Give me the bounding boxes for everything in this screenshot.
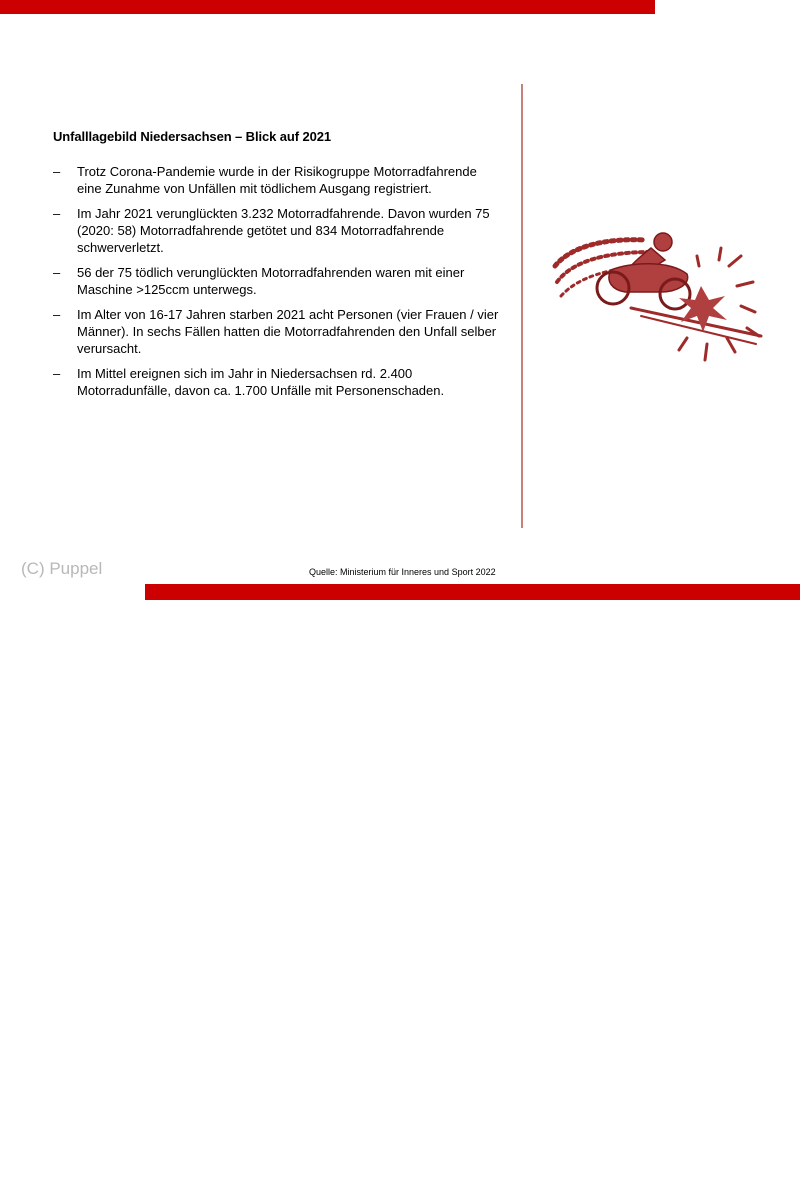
bullet-text: Im Jahr 2021 verunglückten 3.232 Motorradfahrende. Davon wurden 75 (2020: 58) Motorradfahrende getötet und 834 Motorradfahrende schwerverletzt. (77, 206, 490, 255)
page-number: 3 (788, 1171, 794, 1182)
bullet-text: 56 der 75 tödlich verunglückten Motorradfahrenden waren mit einer Maschine >125ccm unterwegs. (77, 265, 465, 297)
bullet-marker: – (53, 307, 61, 322)
bullet-marker: – (53, 265, 61, 280)
bullet-marker: – (53, 206, 61, 221)
slide-title: Unfalllagebild Niedersachsen – Blick auf 2021 (53, 129, 332, 144)
bullet-item (53, 365, 503, 399)
bullet-text: Im Alter von 16-17 Jahren starben 2021 acht Personen (vier Frauen / vier Männer). In sechs Fällen hatten die Motorradfahrenden den Unfall selber verursacht. (77, 307, 499, 356)
source-note: Quelle: Ministerium für Inneres und Sport 2022 (309, 567, 496, 577)
top-accent-bar (0, 0, 655, 14)
vertical-divider (521, 84, 523, 528)
bullet-item (53, 205, 503, 256)
motorcycle-crash-icon (551, 226, 771, 376)
bullet-text: Trotz Corona-Pandemie wurde in der Risikogruppe Motorradfahrende eine Zunahme von Unfällen mit tödlichem Ausgang registriert. (77, 164, 477, 196)
bullet-list (53, 163, 503, 407)
bullet-item (53, 264, 503, 298)
bullet-marker: – (53, 366, 61, 381)
bullet-text: Im Mittel ereignen sich im Jahr in Niedersachsen rd. 2.400 Motorradunfälle, davon ca. 1.700 Unfälle mit Personenschaden. (77, 366, 445, 398)
bullet-item (53, 163, 503, 197)
bullet-item (53, 306, 503, 357)
bullet-marker: – (53, 164, 61, 179)
bottom-accent-bar (145, 584, 800, 1182)
watermark: (C) Puppel (21, 559, 103, 578)
